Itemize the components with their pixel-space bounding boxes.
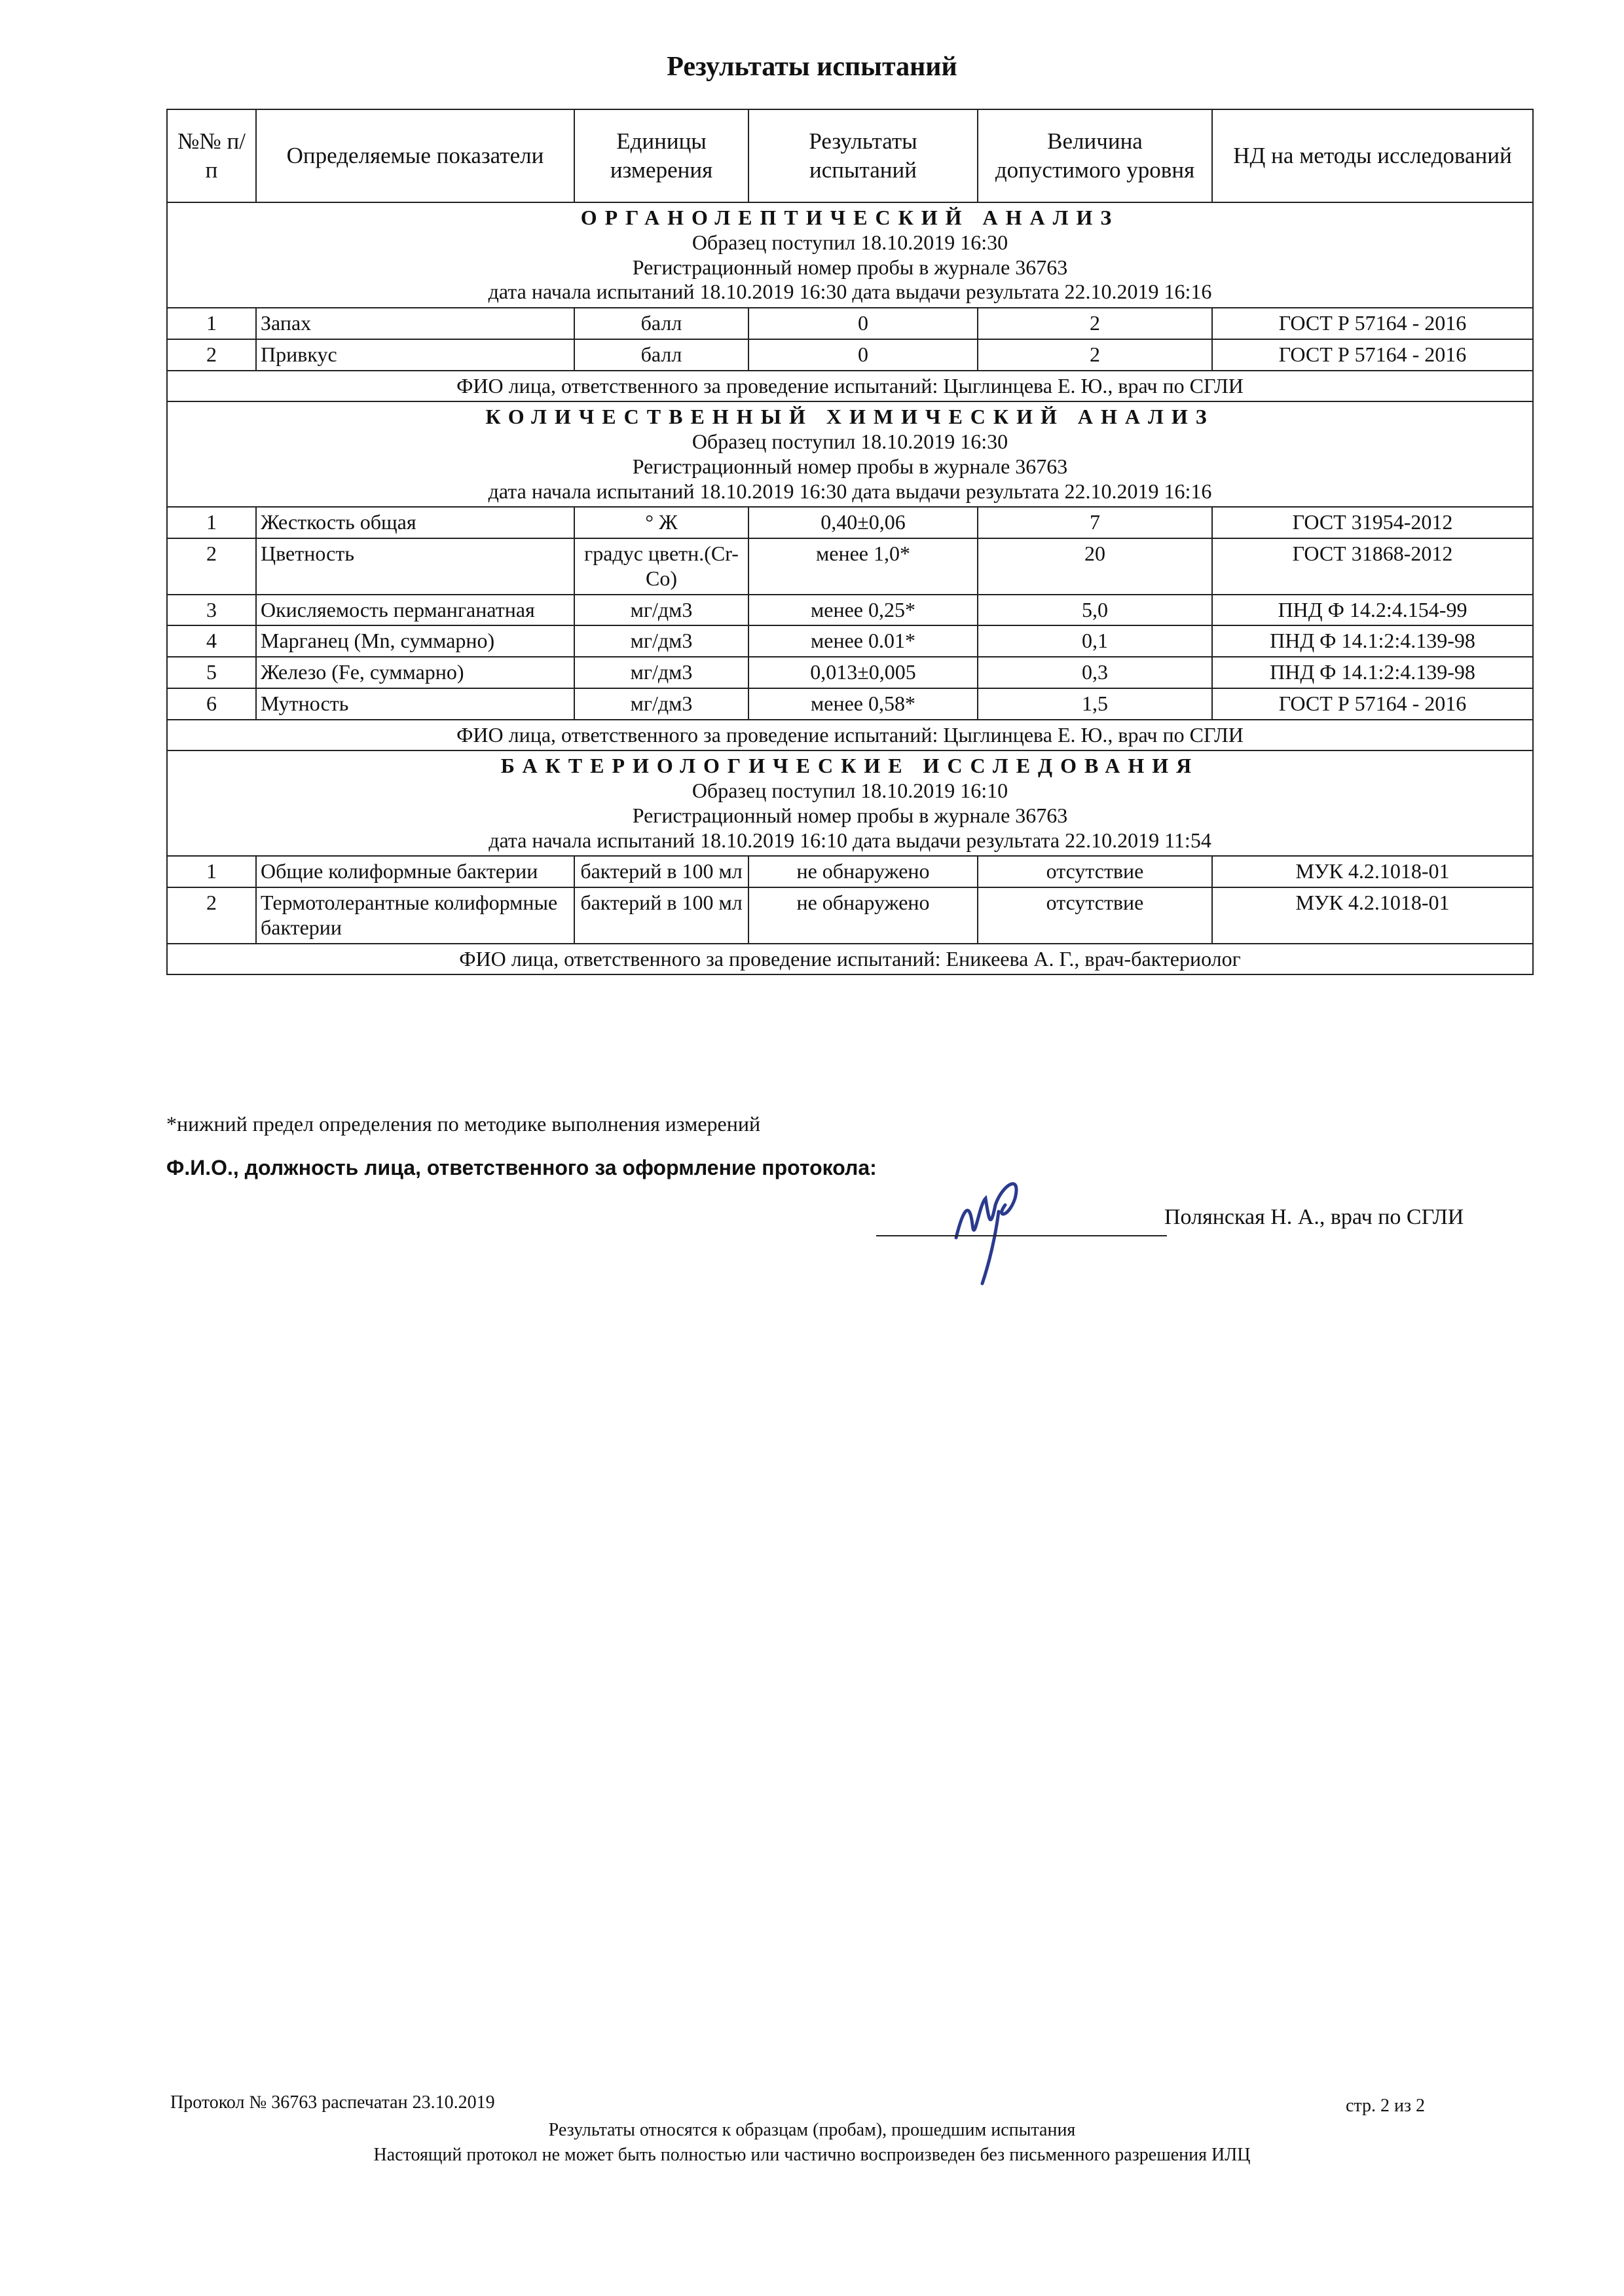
registration-number: Регистрационный номер пробы в журнале 36763 [632,803,1068,827]
row-number: 2 [167,887,256,944]
responsible-person: ФИО лица, ответственного за проведение испытаний: Цыглинцева Е. Ю., врач по СГЛИ [167,371,1533,402]
protocol-info: Протокол № 36763 распечатан 23.10.2019 [170,2092,495,2113]
table-row [167,595,1533,626]
section-header-cell [167,202,1533,308]
unit: ° Ж [574,507,748,538]
col-indicator-header: Определяемые показатели [256,109,574,202]
unit: бактерий в 100 мл [574,856,748,887]
row-number: 6 [167,688,256,720]
method-ref: ПНД Ф 14.1:2:4.139-98 [1212,657,1533,688]
indicator-name: Мутность [256,688,574,720]
table-row [167,507,1533,538]
handwritten-signature [943,1159,1048,1290]
section-title: КОЛИЧЕСТВЕННЫЙ ХИМИЧЕСКИЙ АНАЛИЗ [485,405,1215,429]
unit: градус цветн.(Cr-Co) [574,538,748,595]
sample-received: Образец поступил 18.10.2019 16:30 [692,430,1008,453]
limit-value: отсутствие [978,887,1212,944]
sample-received: Образец поступил 18.10.2019 16:30 [692,230,1008,254]
footnote: *нижний предел определения по методике выполнения измерений [166,1112,761,1136]
signature-line [876,1235,1167,1236]
registration-number: Регистрационный номер пробы в журнале 36763 [632,255,1068,279]
table-row [167,657,1533,688]
col-result-header: Результаты испытаний [748,109,978,202]
unit: мг/дм3 [574,595,748,626]
limit-value: 20 [978,538,1212,595]
test-dates: дата начала испытаний 18.10.2019 16:30 дата выдачи результата 22.10.2019 16:16 [488,280,1212,304]
signature-label: Ф.И.О., должность лица, ответственного за оформление протокола: [166,1156,877,1179]
footer-note-2: Настоящий протокол не может быть полностью или частично воспроизведен без письменного разрешения ИЛЦ [373,2145,1251,2165]
results-table [166,109,1534,975]
unit: мг/дм3 [574,657,748,688]
unit: бактерий в 100 мл [574,887,748,944]
indicator-name: Железо (Fe, суммарно) [256,657,574,688]
result-value: менее 1,0* [748,538,978,595]
table-row [167,856,1533,887]
responsible-person: ФИО лица, ответственного за проведение испытаний: Цыглинцева Е. Ю., врач по СГЛИ [167,720,1533,751]
method-ref: ГОСТ 31954-2012 [1212,507,1533,538]
section-title: ОРГАНОЛЕПТИЧЕСКИЙ АНАЛИЗ [580,206,1120,229]
section-header [167,202,1533,308]
indicator-name: Общие колиформные бактерии [256,856,574,887]
footer-note-1: Результаты относятся к образцам (пробам), прошедшим испытания [548,2120,1076,2140]
section-header-cell [167,401,1533,507]
method-ref: ГОСТ Р 57164 - 2016 [1212,688,1533,720]
limit-value: 0,3 [978,657,1212,688]
method-ref: ГОСТ Р 57164 - 2016 [1212,339,1533,371]
responsible-person: ФИО лица, ответственного за проведение испытаний: Еникеева А. Г., врач-бактериолог [167,944,1533,975]
table-row [167,688,1533,720]
results-body [167,202,1533,974]
row-number: 3 [167,595,256,626]
limit-value: 7 [978,507,1212,538]
test-dates: дата начала испытаний 18.10.2019 16:10 дата выдачи результата 22.10.2019 11:54 [489,828,1211,852]
limit-value: 1,5 [978,688,1212,720]
method-ref: ПНД Ф 14.1:2:4.139-98 [1212,625,1533,657]
responsible-row [167,720,1533,751]
row-number: 4 [167,625,256,657]
limit-value: 2 [978,339,1212,371]
table-row [167,308,1533,339]
result-value: менее 0,58* [748,688,978,720]
section-title: БАКТЕРИОЛОГИЧЕСКИЕ ИССЛЕДОВАНИЯ [500,754,1200,778]
table-row [167,339,1533,371]
method-ref: МУК 4.2.1018-01 [1212,887,1533,944]
signatory-name: Полянская Н. А., врач по СГЛИ [1164,1205,1464,1229]
col-method-header: НД на методы исследований [1212,109,1533,202]
method-ref: ПНД Ф 14.2:4.154-99 [1212,595,1533,626]
table-row [167,887,1533,944]
result-value: не обнаружено [748,887,978,944]
row-number: 5 [167,657,256,688]
sample-received: Образец поступил 18.10.2019 16:10 [692,779,1008,802]
limit-value: 5,0 [978,595,1212,626]
row-number: 2 [167,538,256,595]
method-ref: МУК 4.2.1018-01 [1212,856,1533,887]
indicator-name: Термотолерантные колиформные бактерии [256,887,574,944]
section-header [167,401,1533,507]
page-number: стр. 2 из 2 [1346,2096,1426,2116]
result-value: менее 0.01* [748,625,978,657]
indicator-name: Запах [256,308,574,339]
col-num-header: №№ п/п [167,109,256,202]
responsible-row [167,944,1533,975]
indicator-name: Привкус [256,339,574,371]
row-number: 2 [167,339,256,371]
result-value: 0,40±0,06 [748,507,978,538]
indicator-name: Жесткость общая [256,507,574,538]
result-value: 0,013±0,005 [748,657,978,688]
row-number: 1 [167,308,256,339]
unit: мг/дм3 [574,625,748,657]
col-limit-header: Величина допустимого уровня [978,109,1212,202]
result-value: менее 0,25* [748,595,978,626]
section-header [167,750,1533,856]
section-header-cell [167,750,1533,856]
test-dates: дата начала испытаний 18.10.2019 16:30 дата выдачи результата 22.10.2019 16:16 [488,479,1212,503]
col-units-header: Единицы измерения [574,109,748,202]
limit-value: 0,1 [978,625,1212,657]
unit: балл [574,308,748,339]
header-row [167,109,1533,202]
responsible-row [167,371,1533,402]
result-value: 0 [748,339,978,371]
limit-value: 2 [978,308,1212,339]
indicator-name: Окисляемость перманганатная [256,595,574,626]
table-row [167,538,1533,595]
row-number: 1 [167,856,256,887]
indicator-name: Цветность [256,538,574,595]
table-row [167,625,1533,657]
limit-value: отсутствие [978,856,1212,887]
indicator-name: Марганец (Mn, суммарно) [256,625,574,657]
result-value: 0 [748,308,978,339]
result-value: не обнаружено [748,856,978,887]
page-title: Результаты испытаний [667,52,957,82]
method-ref: ГОСТ 31868-2012 [1212,538,1533,595]
method-ref: ГОСТ Р 57164 - 2016 [1212,308,1533,339]
registration-number: Регистрационный номер пробы в журнале 36763 [632,454,1068,478]
unit: мг/дм3 [574,688,748,720]
row-number: 1 [167,507,256,538]
unit: балл [574,339,748,371]
